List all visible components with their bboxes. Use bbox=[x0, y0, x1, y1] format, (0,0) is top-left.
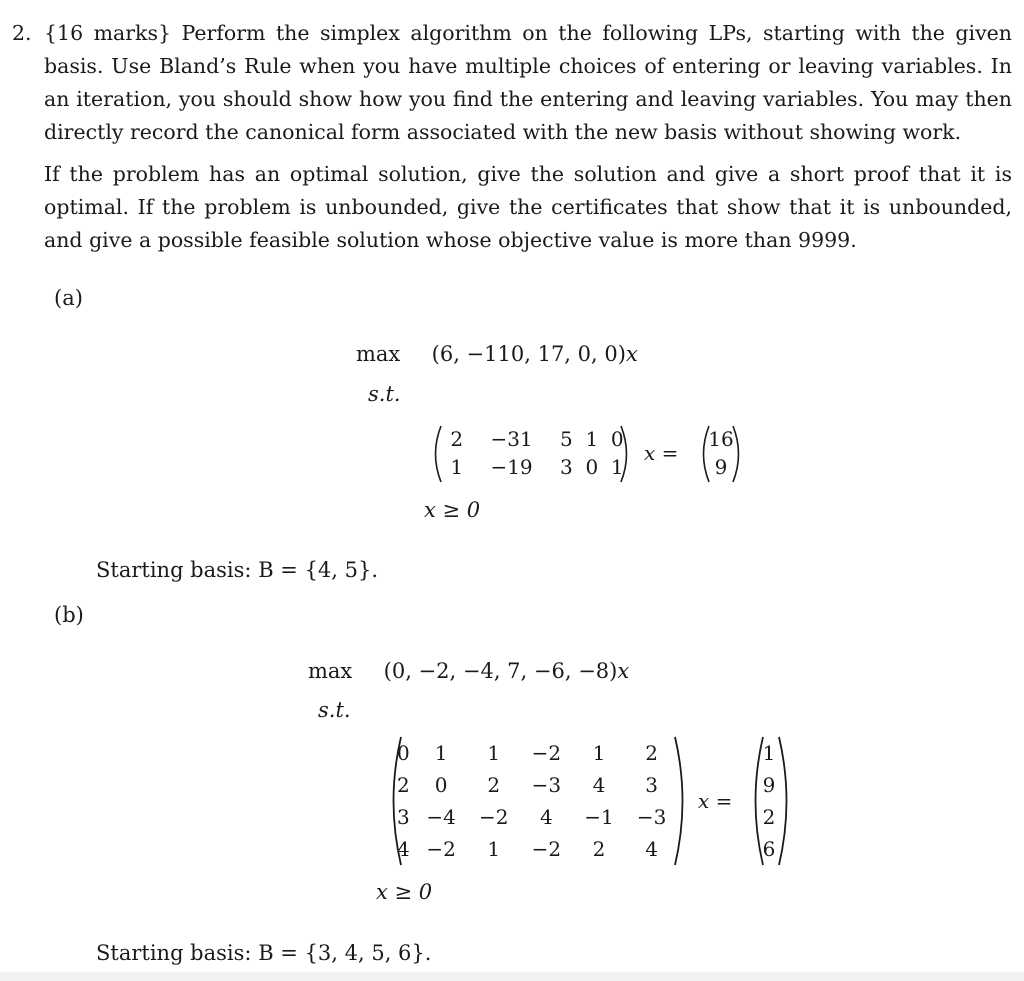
part-b-objective-row bbox=[308, 659, 629, 683]
matrix-row bbox=[392, 801, 678, 833]
matrix-row bbox=[392, 833, 678, 865]
rhs-row bbox=[758, 737, 780, 769]
part-b-st: s.t. bbox=[318, 698, 351, 722]
part-a-objective-row bbox=[356, 342, 638, 366]
matrix-cell: 3 bbox=[560, 455, 573, 479]
matrix-cell: 1 bbox=[610, 455, 624, 479]
matrix-cell: −4 bbox=[426, 805, 456, 829]
matrix-cell: 1 bbox=[487, 741, 501, 765]
matrix-cell: 4 bbox=[592, 773, 606, 797]
matrix-cell: 1 bbox=[585, 427, 599, 451]
matrix-cell: 0 bbox=[585, 455, 599, 479]
part-a-basis-text: Starting basis: bbox=[96, 558, 252, 582]
matrix-cell: 2 bbox=[450, 427, 464, 451]
part-a-nonneg: x ≥ 0 bbox=[424, 498, 481, 522]
matrix-cell: 5 bbox=[560, 427, 573, 451]
matrix-cell: 0 bbox=[610, 427, 624, 451]
rhs-cell: 2 bbox=[762, 805, 776, 829]
rhs-row bbox=[706, 425, 736, 453]
part-a-matrix-left-paren bbox=[428, 424, 444, 484]
part-a-st: s.t. bbox=[368, 382, 401, 406]
matrix-cell: 2 bbox=[592, 837, 606, 861]
part-b-rhs-var: x = bbox=[698, 789, 733, 813]
matrix-row bbox=[392, 769, 678, 801]
matrix-cell: 0 bbox=[397, 741, 410, 765]
part-b-basis bbox=[96, 941, 431, 965]
matrix-cell: 4 bbox=[539, 805, 553, 829]
matrix-cell: 2 bbox=[645, 741, 659, 765]
matrix-cell: 1 bbox=[450, 455, 464, 479]
matrix-cell: −2 bbox=[531, 837, 562, 861]
question-intro: {16 marks} Perform the simplex algorithm on the following LPs, starting with the given basis. Use Bland’s Rule when you have multiple choices of entering or leaving variables. In an iteration, you should show how you find the entering and leaving variables. You may then directly record the canonical form associated with the new basis without showing work. bbox=[44, 21, 1012, 144]
matrix-cell: −31 bbox=[490, 427, 533, 451]
rhs-cell: 9 bbox=[714, 455, 728, 479]
part-a-objective-var: x bbox=[625, 342, 638, 366]
matrix-cell: 0 bbox=[434, 773, 448, 797]
matrix-cell: 2 bbox=[487, 773, 501, 797]
part-b-label: (b) bbox=[54, 603, 84, 627]
matrix-cell: −2 bbox=[531, 741, 562, 765]
part-b-objective-var: x bbox=[617, 659, 630, 683]
matrix-row bbox=[392, 737, 678, 769]
matrix-cell: −1 bbox=[584, 805, 614, 829]
part-a-label: (a) bbox=[54, 286, 83, 310]
rhs-cell: 16 bbox=[708, 427, 734, 451]
part-a-max: max bbox=[356, 342, 401, 366]
matrix-cell: −3 bbox=[531, 773, 562, 797]
matrix-cell: 1 bbox=[434, 741, 448, 765]
matrix-cell: 4 bbox=[397, 837, 410, 861]
part-a-rhs-var: x = bbox=[644, 441, 679, 465]
part-a-matrix bbox=[444, 425, 630, 481]
matrix-row bbox=[444, 425, 630, 453]
rhs-cell: 1 bbox=[762, 741, 776, 765]
question-number: 2. bbox=[12, 21, 32, 45]
matrix-cell: 1 bbox=[487, 837, 501, 861]
part-a-basis-value: B = {4, 5}. bbox=[258, 558, 379, 582]
rhs-cell: 6 bbox=[762, 837, 776, 861]
matrix-cell: −3 bbox=[636, 805, 667, 829]
part-a-basis bbox=[96, 558, 378, 582]
matrix-cell: −2 bbox=[478, 805, 509, 829]
matrix-cell: 3 bbox=[397, 805, 410, 829]
rhs-row bbox=[758, 833, 780, 865]
part-b-nonneg: x ≥ 0 bbox=[376, 880, 433, 904]
matrix-row bbox=[444, 453, 630, 481]
matrix-cell: 1 bbox=[592, 741, 606, 765]
matrix-cell: −2 bbox=[426, 837, 456, 861]
part-a-rhs-vector bbox=[706, 425, 736, 481]
matrix-cell: 2 bbox=[397, 773, 410, 797]
rhs-row bbox=[706, 453, 736, 481]
part-b-max: max bbox=[308, 659, 353, 683]
part-b-basis-text: Starting basis: bbox=[96, 941, 252, 965]
part-b-objective: (0, −2, −4, 7, −6, −8) bbox=[383, 659, 618, 683]
rhs-row bbox=[758, 769, 780, 801]
matrix-cell: −19 bbox=[490, 455, 533, 479]
part-b-matrix bbox=[392, 737, 678, 865]
question-instructions: If the problem has an optimal solution, give the solution and give a short proof that it is optimal. If the problem is unbounded, give the certificates that show that it is unbounded, and give a possible feasible solution whose objective value is more than 9999. bbox=[44, 162, 1012, 252]
part-a-objective: (6, −110, 17, 0, 0) bbox=[431, 342, 626, 366]
part-b-rhs-vector bbox=[758, 737, 780, 865]
matrix-cell: 4 bbox=[645, 837, 659, 861]
rhs-row bbox=[758, 801, 780, 833]
rhs-cell: 9 bbox=[762, 773, 776, 797]
matrix-cell: 3 bbox=[645, 773, 659, 797]
page-bottom-band bbox=[0, 972, 1024, 981]
part-b-basis-value: B = {3, 4, 5, 6}. bbox=[258, 941, 432, 965]
